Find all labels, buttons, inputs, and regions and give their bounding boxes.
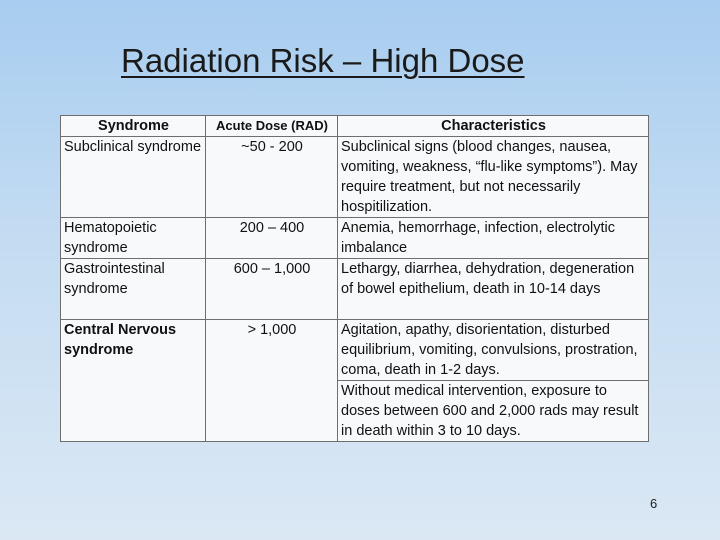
syndrome-cell: Hematopoietic syndrome [61, 218, 206, 259]
characteristics-cell: Agitation, apathy, disorientation, disturbed equilibrium, vomiting, convulsions, prostration, coma, death in 1-2 days. [338, 320, 649, 381]
header-characteristics: Characteristics [338, 116, 649, 137]
slide-title: Radiation Risk – High Dose [121, 42, 525, 79]
radiation-risk-table [60, 115, 649, 442]
table-row-hematopoietic [61, 218, 649, 259]
dose-cell: > 1,000 [206, 320, 338, 442]
table-row-subclinical [61, 137, 649, 218]
characteristics-cell: Anemia, hemorrhage, infection, electrolytic imbalance [338, 218, 649, 259]
syndrome-cell: Gastrointestinal syndrome [61, 259, 206, 320]
table-row-central-nervous [61, 320, 649, 381]
dose-cell: 200 – 400 [206, 218, 338, 259]
dose-cell: ~50 - 200 [206, 137, 338, 218]
header-acute-dose: Acute Dose (RAD) [206, 116, 338, 137]
characteristics-note-cell: Without medical intervention, exposure to doses between 600 and 2,000 rads may result in death within 3 to 10 days. [338, 381, 649, 442]
header-syndrome: Syndrome [61, 116, 206, 137]
syndrome-cell: Central Nervous syndrome [61, 320, 206, 442]
syndrome-cell: Subclinical syndrome [61, 137, 206, 218]
dose-cell: 600 – 1,000 [206, 259, 338, 320]
characteristics-cell: Lethargy, diarrhea, dehydration, degeneration of bowel epithelium, death in 10-14 days [338, 259, 649, 320]
table-row-gastrointestinal [61, 259, 649, 320]
page-number: 6 [650, 496, 658, 511]
table-header-row [61, 116, 649, 137]
characteristics-cell: Subclinical signs (blood changes, nausea, vomiting, weakness, “flu-like symptoms”). May require treatment, but not necessarily hospitilization. [338, 137, 649, 218]
